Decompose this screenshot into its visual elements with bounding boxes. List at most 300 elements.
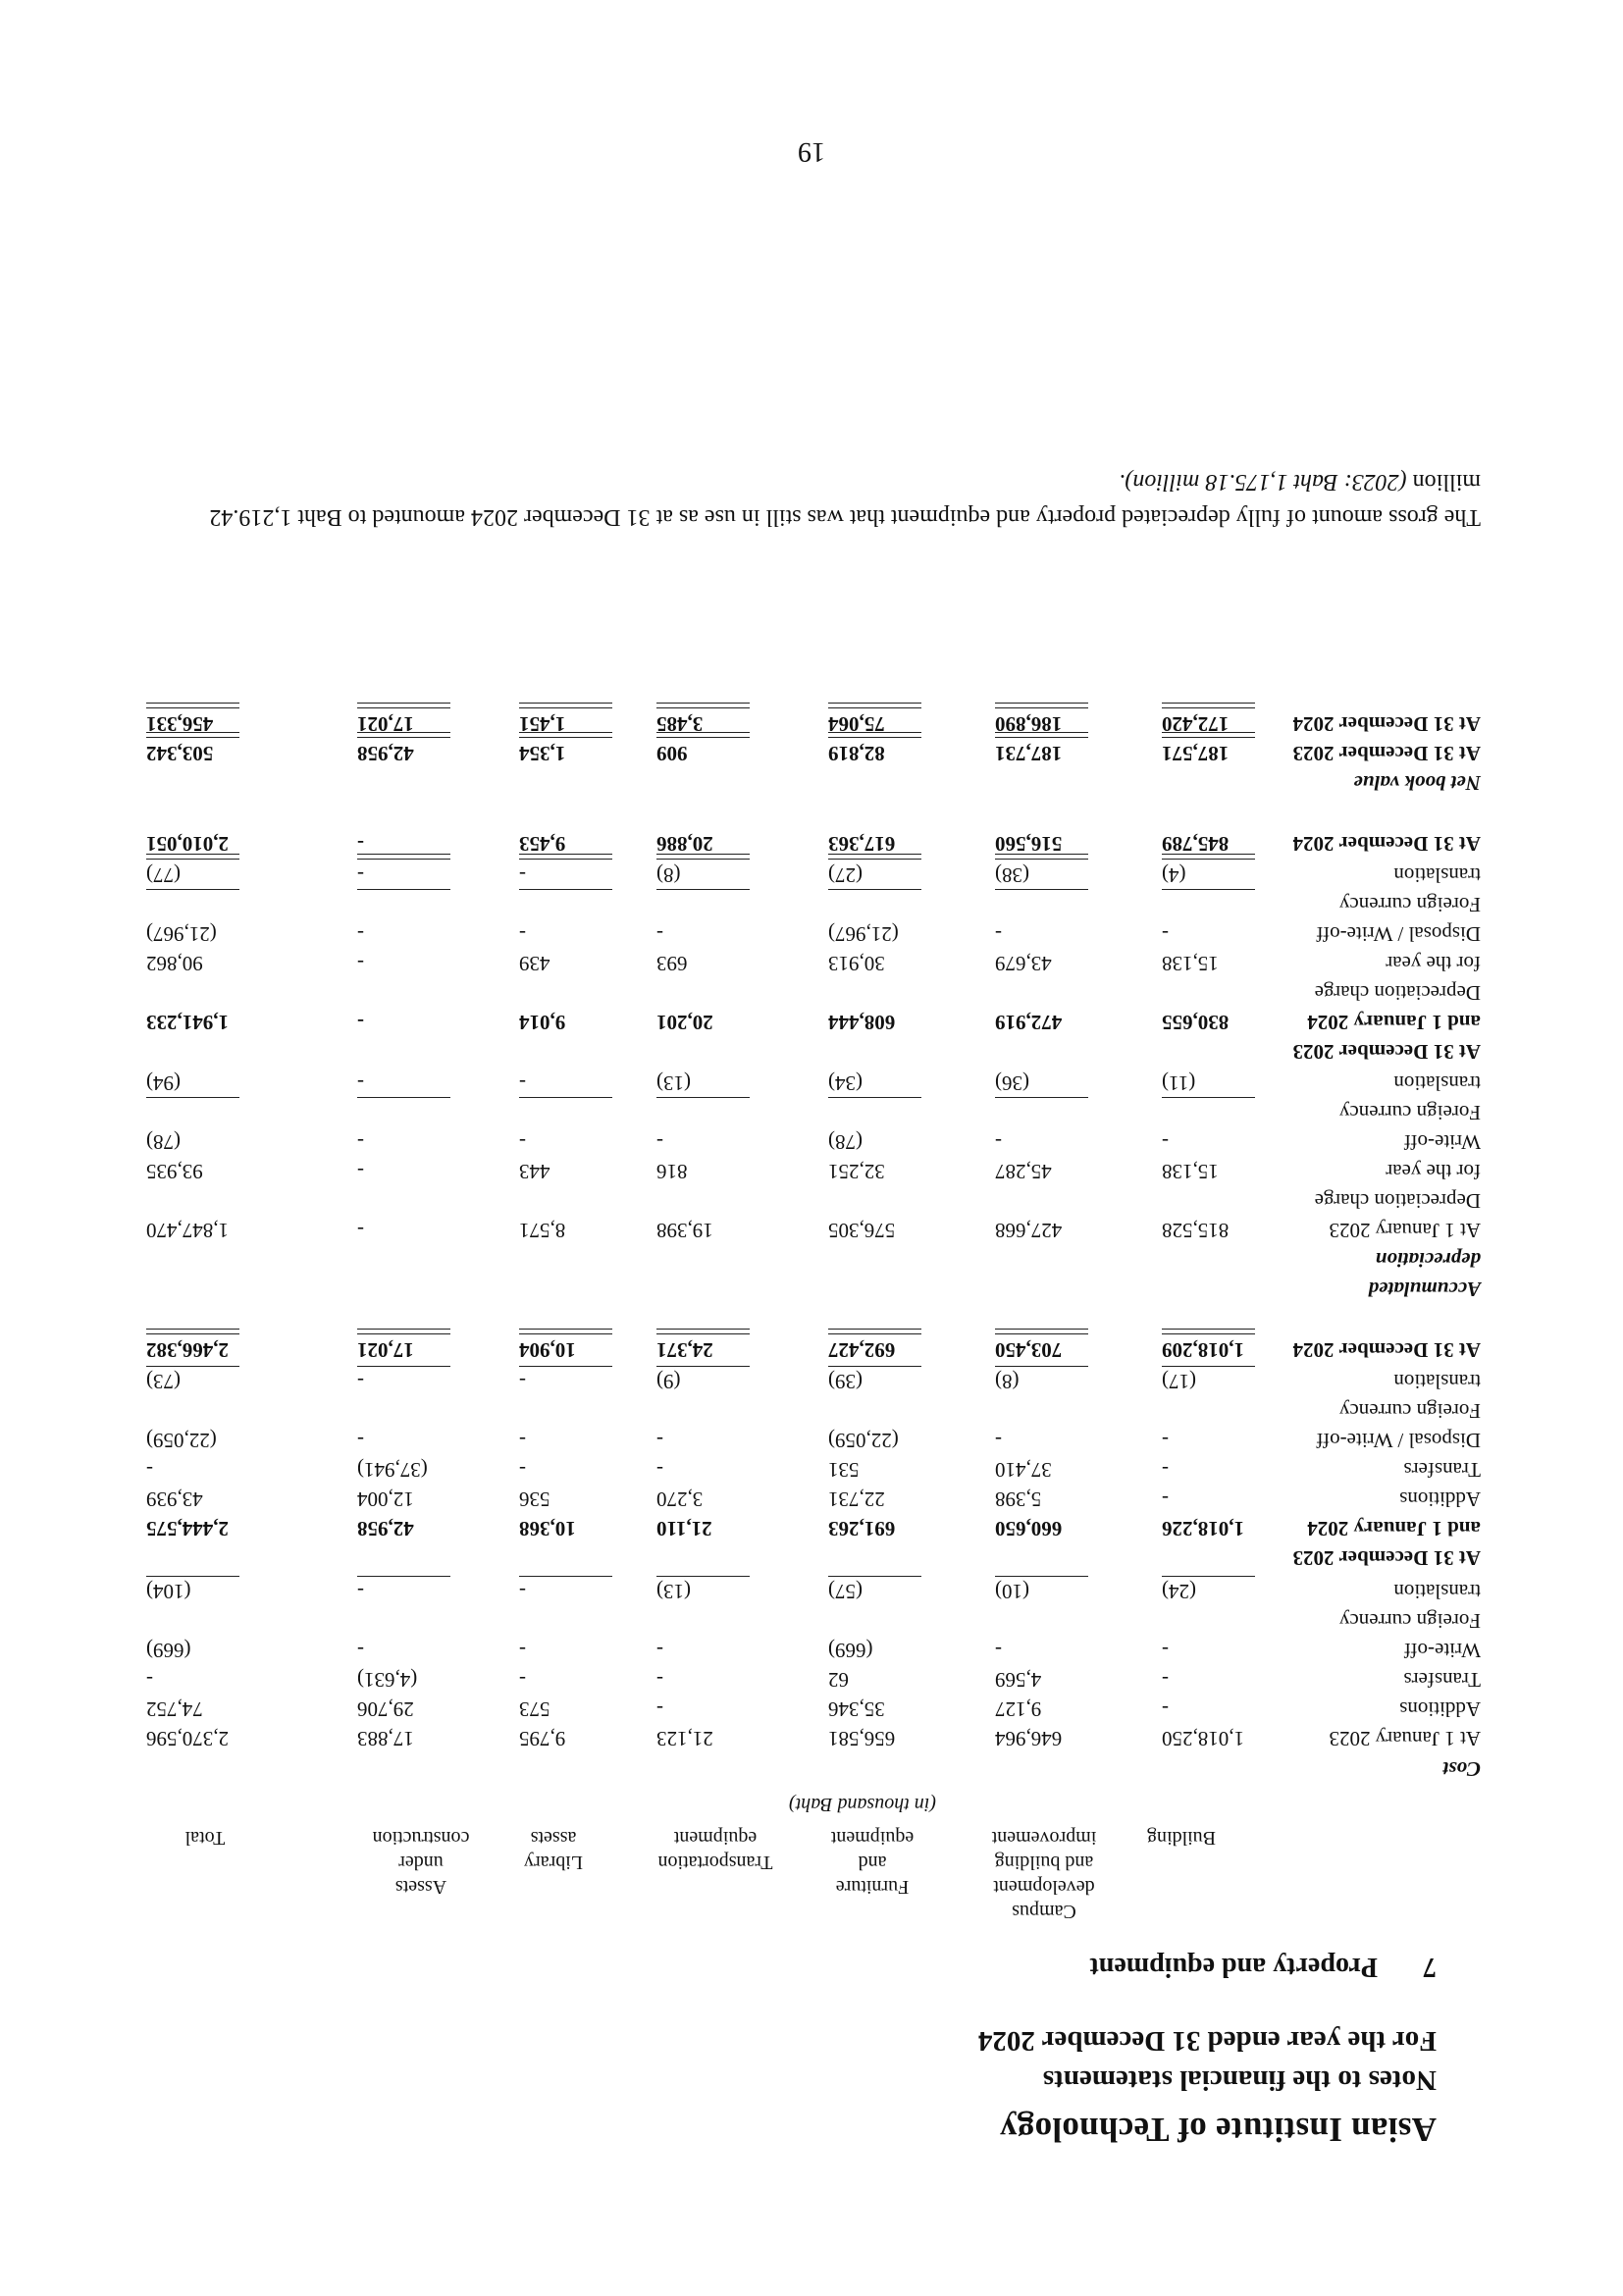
total-rule: [995, 1366, 1088, 1367]
reporting-period: For the year ended 31 December 2024: [977, 2025, 1437, 2057]
table-cell: 172,420: [1162, 712, 1230, 736]
total-rule: [656, 1366, 750, 1367]
organization-title: Asian Institute of Technology: [999, 2111, 1437, 2149]
total-rule: [828, 1366, 921, 1367]
table-cell: (22,059): [828, 1429, 899, 1452]
table-cell: 815,528: [1162, 1219, 1230, 1242]
document-subtitle: Notes to the financial statements: [1042, 2064, 1437, 2096]
table-cell: 17,021: [357, 712, 414, 736]
row-label: At 1 January 2023: [1329, 1219, 1481, 1242]
table-row: [136, 1452, 1481, 1482]
row-label: and 1 January 2024: [1307, 1011, 1481, 1034]
total-rule: [995, 703, 1088, 704]
row-label: At 31 December 2023: [1292, 1040, 1481, 1064]
table-cell: -: [357, 1429, 364, 1452]
table-cell: (77): [146, 863, 181, 887]
table-cell: (8): [656, 863, 681, 887]
table-cell: 21,123: [656, 1727, 713, 1750]
table-cell: -: [656, 1130, 663, 1154]
table-cell: 656,581: [828, 1727, 896, 1750]
table-cell: 22,731: [828, 1487, 885, 1511]
column-header: Total: [184, 1827, 226, 1849]
row-label: At 31 December 2023: [1292, 742, 1481, 765]
table-cell: -: [519, 1639, 526, 1662]
table-cell: 1,354: [519, 742, 566, 765]
table-row: [136, 1692, 1481, 1721]
row-label: Foreign currency: [1338, 1101, 1481, 1124]
table-cell: -: [357, 1160, 364, 1183]
total-rule: [146, 1576, 239, 1577]
table-row: [136, 1213, 1481, 1242]
row-label: translation: [1393, 1580, 1481, 1603]
table-row: [136, 1332, 1481, 1362]
row-label: At 31 December 2024: [1292, 832, 1481, 856]
table-cell: -: [519, 1668, 526, 1692]
table-cell: -: [1162, 922, 1169, 946]
column-header: Building: [1147, 1827, 1217, 1849]
table-cell: (13): [656, 1071, 691, 1095]
table-cell: 427,668: [995, 1219, 1063, 1242]
total-rule: [146, 707, 239, 708]
note-title: Property and equipment: [1089, 1952, 1378, 1982]
table-cell: (27): [828, 863, 863, 887]
total-rule: [995, 1333, 1088, 1334]
table-cell: -: [357, 1011, 364, 1034]
table-cell: -: [146, 1668, 153, 1692]
total-rule: [357, 1329, 450, 1330]
table-cell: 24,371: [656, 1338, 713, 1362]
table-cell: 35,346: [828, 1697, 885, 1721]
total-rule: [828, 737, 921, 738]
table-cell: 617,363: [828, 832, 896, 856]
table-cell: (104): [146, 1580, 191, 1603]
table-cell: (38): [995, 863, 1029, 887]
table-cell: 1,847,470: [146, 1219, 229, 1242]
table-cell: (21,967): [146, 922, 217, 946]
row-label: and 1 January 2024: [1307, 1517, 1481, 1540]
total-rule: [1162, 732, 1255, 733]
total-rule: [1162, 1097, 1255, 1098]
table-cell: (21,967): [828, 922, 899, 946]
row-label: for the year: [1386, 952, 1481, 975]
total-rule: [146, 889, 239, 890]
footnote-text: The gross amount of fully depreciated property and equipment that was still in use as at 31 December 2024 amounted to Baht 1,219.42 million: [209, 469, 1481, 530]
table-row: [136, 1154, 1481, 1183]
table-cell: (78): [828, 1130, 863, 1154]
total-rule: [656, 1329, 750, 1330]
table-cell: 646,964: [995, 1727, 1063, 1750]
table-cell: -: [519, 1370, 526, 1393]
total-rule: [828, 1333, 921, 1334]
total-rule: [995, 737, 1088, 738]
table-cell: -: [1162, 1668, 1169, 1692]
total-rule: [1162, 707, 1255, 708]
total-rule: [656, 737, 750, 738]
table-cell: -: [357, 1580, 364, 1603]
table-cell: (37,941): [357, 1458, 428, 1482]
table-cell: 531: [828, 1458, 860, 1482]
table-cell: -: [656, 1458, 663, 1482]
table-row: [136, 1540, 1481, 1570]
table-cell: 15,138: [1162, 952, 1219, 975]
table-cell: -: [995, 922, 1002, 946]
footnote-comparative: (2023: Baht 1,175.18 million).: [1119, 469, 1407, 495]
total-rule: [1162, 737, 1255, 738]
total-rule: [357, 707, 450, 708]
table-cell: 4,569: [995, 1668, 1042, 1692]
table-cell: (39): [828, 1370, 863, 1393]
row-label: Write-off: [1403, 1130, 1481, 1154]
table-cell: -: [1162, 1429, 1169, 1452]
table-cell: -: [357, 952, 364, 975]
table-cell: -: [357, 1071, 364, 1095]
table-cell: -: [995, 1429, 1002, 1452]
table-row: [136, 826, 1481, 856]
total-rule: [995, 859, 1088, 860]
table-cell: -: [357, 832, 364, 856]
table-cell: (73): [146, 1370, 181, 1393]
table-cell: -: [519, 1458, 526, 1482]
table-cell: 82,819: [828, 742, 885, 765]
table-row: [136, 1633, 1481, 1662]
table-cell: (4,631): [357, 1668, 418, 1692]
total-rule: [828, 703, 921, 704]
table-cell: -: [995, 1639, 1002, 1662]
table-row: [136, 1423, 1481, 1452]
table-cell: -: [357, 1370, 364, 1393]
total-rule: [1162, 1576, 1255, 1577]
table-cell: -: [357, 1639, 364, 1662]
row-label: Depreciation charge: [1314, 1189, 1481, 1213]
row-label: Transfers: [1403, 1458, 1481, 1482]
table-cell: 816: [656, 1160, 688, 1183]
total-rule: [1162, 859, 1255, 860]
total-rule: [828, 1097, 921, 1098]
table-cell: 660,650: [995, 1517, 1063, 1540]
total-rule: [656, 1333, 750, 1334]
table-cell: -: [519, 1580, 526, 1603]
row-label: Foreign currency: [1338, 893, 1481, 916]
total-rule: [656, 1576, 750, 1577]
total-rule: [656, 703, 750, 704]
row-label: Write-off: [1403, 1639, 1481, 1662]
table-cell: -: [519, 1130, 526, 1154]
table-cell: (94): [146, 1071, 181, 1095]
total-rule: [357, 889, 450, 890]
total-rule: [995, 1097, 1088, 1098]
table-cell: 443: [519, 1160, 550, 1183]
table-cell: -: [146, 1458, 153, 1482]
total-rule: [1162, 1329, 1255, 1330]
table-cell: 2,466,382: [146, 1338, 229, 1362]
total-rule: [146, 703, 239, 704]
total-rule: [995, 707, 1088, 708]
row-label: translation: [1393, 1370, 1481, 1393]
column-header: Library assets: [524, 1827, 583, 1873]
table-cell: 909: [656, 742, 688, 765]
total-rule: [828, 854, 921, 855]
total-rule: [656, 732, 750, 733]
table-row: [136, 765, 1481, 795]
table-cell: 43,679: [995, 952, 1052, 975]
table-cell: 12,004: [357, 1487, 414, 1511]
total-rule: [656, 1097, 750, 1098]
table-cell: 1,018,209: [1162, 1338, 1244, 1362]
total-rule: [656, 707, 750, 708]
total-rule: [519, 1097, 612, 1098]
table-cell: -: [1162, 1130, 1169, 1154]
table-cell: 1,018,226: [1162, 1517, 1244, 1540]
total-rule: [1162, 1366, 1255, 1367]
total-rule: [519, 1333, 612, 1334]
total-rule: [1162, 889, 1255, 890]
table-cell: -: [519, 922, 526, 946]
table-cell: 3,270: [656, 1487, 704, 1511]
total-rule: [146, 1329, 239, 1330]
total-rule: [357, 737, 450, 738]
row-label: Disposal / Write-off: [1316, 922, 1481, 946]
total-rule: [995, 1329, 1088, 1330]
table-cell: 62: [828, 1668, 849, 1692]
table-cell: 9,453: [519, 832, 566, 856]
total-rule: [519, 1329, 612, 1330]
table-cell: 439: [519, 952, 550, 975]
table-cell: 8,571: [519, 1219, 566, 1242]
table-cell: (22,059): [146, 1429, 217, 1452]
total-rule: [519, 732, 612, 733]
table-cell: -: [1162, 1639, 1169, 1662]
total-rule: [146, 732, 239, 733]
table-cell: (24): [1162, 1580, 1196, 1603]
total-rule: [357, 703, 450, 704]
row-label: Net book value: [1353, 771, 1481, 795]
row-label: translation: [1393, 1071, 1481, 1095]
table-cell: -: [1162, 1487, 1169, 1511]
table-cell: -: [357, 922, 364, 946]
total-rule: [519, 859, 612, 860]
total-rule: [357, 1333, 450, 1334]
row-label: Additions: [1399, 1487, 1481, 1511]
row-label: At 1 January 2023: [1329, 1727, 1481, 1750]
table-cell: 536: [519, 1487, 550, 1511]
table-cell: 1,018,250: [1162, 1727, 1244, 1750]
table-cell: 17,021: [357, 1338, 414, 1362]
table-cell: 21,110: [656, 1517, 712, 1540]
table-cell: 503,342: [146, 742, 214, 765]
total-rule: [357, 1576, 450, 1577]
column-header: Transportation equipment: [657, 1827, 773, 1873]
total-rule: [828, 859, 921, 860]
row-label: Disposal / Write-off: [1316, 1429, 1481, 1452]
total-rule: [519, 707, 612, 708]
table-cell: (78): [146, 1130, 181, 1154]
row-label: At 31 December 2024: [1292, 1338, 1481, 1362]
table-cell: 576,305: [828, 1219, 896, 1242]
table-cell: 10,904: [519, 1338, 576, 1362]
total-rule: [828, 1329, 921, 1330]
table-cell: (57): [828, 1580, 863, 1603]
total-rule: [995, 1576, 1088, 1577]
table-cell: (36): [995, 1071, 1029, 1095]
total-rule: [656, 854, 750, 855]
table-cell: (11): [1162, 1071, 1196, 1095]
table-row: [136, 1124, 1481, 1154]
table-cell: 693: [656, 952, 688, 975]
table-cell: 32,251: [828, 1160, 885, 1183]
table-cell: 17,883: [357, 1727, 414, 1750]
table-cell: (17): [1162, 1370, 1196, 1393]
table-cell: -: [656, 1429, 663, 1452]
total-rule: [995, 854, 1088, 855]
table-cell: (10): [995, 1580, 1029, 1603]
table-row: [136, 1183, 1481, 1213]
table-row: [136, 1511, 1481, 1540]
table-row: [136, 1603, 1481, 1633]
table-cell: 19,398: [656, 1219, 713, 1242]
table-cell: 1,451: [519, 712, 566, 736]
table-cell: 845,789: [1162, 832, 1230, 856]
table-cell: -: [519, 1429, 526, 1452]
table-row: [136, 1751, 1481, 1781]
table-cell: 42,958: [357, 1517, 414, 1540]
table-row: [136, 858, 1481, 887]
table-cell: (8): [995, 1370, 1020, 1393]
total-rule: [519, 889, 612, 890]
table-cell: (4): [1162, 863, 1186, 887]
table-cell: 45,287: [995, 1160, 1052, 1183]
table-cell: 472,919: [995, 1011, 1063, 1034]
table-cell: 15,138: [1162, 1160, 1219, 1183]
table-cell: (669): [146, 1639, 191, 1662]
row-label: for the year: [1386, 1160, 1481, 1183]
row-label: Accumulated: [1368, 1278, 1481, 1301]
table-cell: 20,886: [656, 832, 713, 856]
note-heading: [1090, 1951, 1438, 1982]
table-cell: (13): [656, 1580, 691, 1603]
row-label: Transfers: [1403, 1668, 1481, 1692]
table-cell: 3,485: [656, 712, 704, 736]
note-number: 7: [1423, 1952, 1437, 1982]
total-rule: [519, 737, 612, 738]
table-cell: 1,941,233: [146, 1011, 229, 1034]
table-row: [136, 1272, 1481, 1301]
table-cell: 691,263: [828, 1517, 896, 1540]
table-cell: 187,571: [1162, 742, 1230, 765]
table-cell: -: [357, 863, 364, 887]
table-row: [136, 975, 1481, 1005]
total-rule: [828, 732, 921, 733]
column-header: Campus development and building improvement: [991, 1827, 1097, 1922]
table-cell: 187,731: [995, 742, 1063, 765]
table-cell: 20,201: [656, 1011, 713, 1034]
total-rule: [357, 859, 450, 860]
table-row: [136, 1242, 1481, 1272]
table-cell: 9,795: [519, 1727, 566, 1750]
table-cell: 830,655: [1162, 1011, 1230, 1034]
table-cell: 2,444,575: [146, 1517, 229, 1540]
table-cell: 456,331: [146, 712, 214, 736]
table-cell: -: [995, 1130, 1002, 1154]
units-label: (in thousand Baht): [789, 1794, 936, 1815]
table-row: [136, 1482, 1481, 1511]
total-rule: [519, 703, 612, 704]
table-row: [136, 1034, 1481, 1064]
table-cell: -: [656, 922, 663, 946]
total-rule: [1162, 1333, 1255, 1334]
table-cell: -: [519, 863, 526, 887]
table-cell: 42,958: [357, 742, 414, 765]
table-cell: 2,010,051: [146, 832, 229, 856]
total-rule: [146, 737, 239, 738]
table-row: [136, 916, 1481, 946]
column-header: Assets under construction: [372, 1827, 470, 1898]
total-rule: [828, 707, 921, 708]
row-label: Depreciation charge: [1314, 981, 1481, 1005]
total-rule: [146, 859, 239, 860]
page-number: 19: [798, 136, 825, 167]
table-cell: 90,862: [146, 952, 203, 975]
table-cell: (34): [828, 1071, 863, 1095]
table-row: [136, 1095, 1481, 1124]
row-label: depreciation: [1375, 1248, 1481, 1272]
table-row: [136, 1574, 1481, 1603]
total-rule: [995, 889, 1088, 890]
table-cell: (669): [828, 1639, 873, 1662]
table-row: [136, 887, 1481, 916]
table-cell: -: [1162, 1697, 1169, 1721]
table-row: [136, 1005, 1481, 1034]
total-rule: [995, 732, 1088, 733]
table-cell: 2,370,596: [146, 1727, 229, 1750]
table-cell: -: [1162, 1458, 1169, 1482]
total-rule: [146, 1097, 239, 1098]
table-row: [136, 706, 1481, 736]
table-cell: -: [656, 1668, 663, 1692]
table-cell: 10,368: [519, 1517, 576, 1540]
table-row: [136, 946, 1481, 975]
row-label: Additions: [1399, 1697, 1481, 1721]
table-cell: 5,398: [995, 1487, 1042, 1511]
total-rule: [357, 732, 450, 733]
total-rule: [519, 1576, 612, 1577]
total-rule: [146, 1366, 239, 1367]
table-cell: -: [519, 1071, 526, 1095]
table-row: [136, 1066, 1481, 1095]
total-rule: [357, 1097, 450, 1098]
total-rule: [656, 889, 750, 890]
table-cell: 30,913: [828, 952, 885, 975]
table-cell: 9,127: [995, 1697, 1042, 1721]
table-cell: 75,064: [828, 712, 885, 736]
table-cell: (9): [656, 1370, 681, 1393]
table-row: [136, 1393, 1481, 1423]
table-cell: 93,935: [146, 1160, 203, 1183]
column-header: Furniture and equipment: [830, 1827, 915, 1898]
table-row: [136, 1364, 1481, 1393]
table-row: [136, 1662, 1481, 1692]
row-label: At 31 December 2024: [1292, 712, 1481, 736]
row-label: At 31 December 2023: [1292, 1546, 1481, 1570]
table-cell: -: [357, 1219, 364, 1242]
table-cell: 608,444: [828, 1011, 896, 1034]
total-rule: [828, 889, 921, 890]
footnote: [136, 464, 1481, 535]
row-label: Cost: [1442, 1757, 1481, 1781]
table-cell: 703,450: [995, 1338, 1063, 1362]
table-cell: -: [357, 1130, 364, 1154]
total-rule: [1162, 703, 1255, 704]
table-row: [136, 1721, 1481, 1750]
